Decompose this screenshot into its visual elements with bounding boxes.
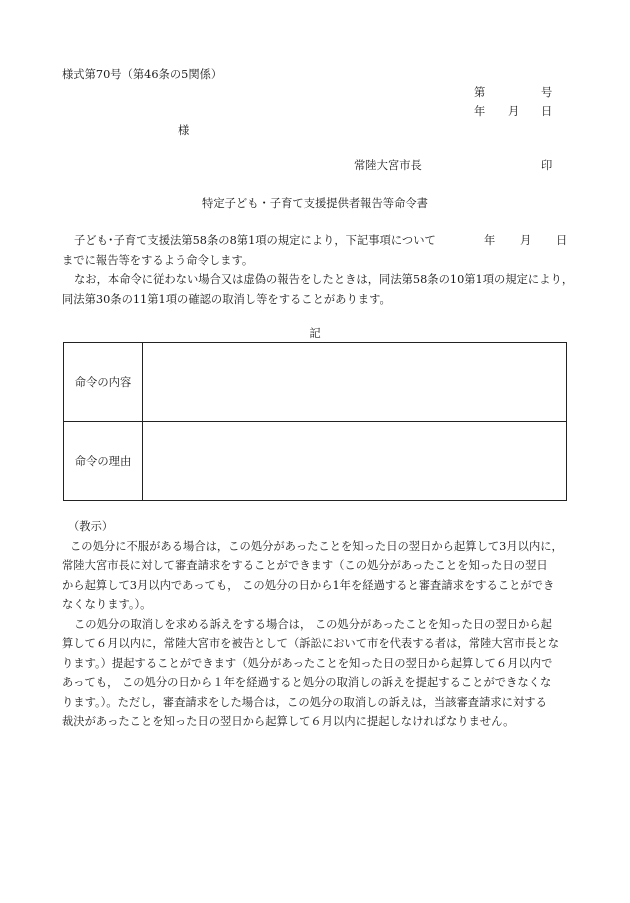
- order-reason-label: 命令の理由: [64, 422, 143, 501]
- notice-line: ります。）提起することができます（処分があったことを知った日の翌日から起算して６月以内で: [62, 656, 553, 670]
- order-reason-field: [143, 422, 567, 501]
- body-line: までに報告等をするよう命令します。: [62, 253, 254, 267]
- order-content-label: 命令の内容: [64, 343, 143, 422]
- notice-line: 算して６月以内に，常陸大宮市を被告として（訴訟において市を代表する者は，常陸大宮市長とな: [62, 637, 560, 650]
- date-year: 年: [474, 105, 486, 118]
- issuer-name: 常陸大宮市長: [354, 159, 422, 172]
- notice-line: から起算して3月以内であっても， この処分の日から1年を経過すると審査請求をすることができ: [62, 578, 555, 592]
- deadline-month: 月: [520, 234, 532, 247]
- table-row: [64, 422, 567, 501]
- seal-mark: 印: [541, 159, 553, 172]
- body-line: [62, 231, 568, 251]
- date-month: 月: [508, 105, 520, 118]
- notice-line: 常陸大宮市長に対して審査請求をすることができます（この処分があったことを知った日の翌日: [62, 559, 548, 572]
- notice-line: ります。）。ただし，審査請求をした場合は，この処分の取消しの訴えは，当該審査請求に対する: [62, 695, 547, 709]
- deadline-day: 日: [556, 234, 568, 247]
- notice-line: この処分の取消しを求める訴えをする場合は， この処分があったことを知った日の翌日から起: [74, 617, 552, 631]
- date-day: 日: [541, 105, 553, 118]
- notice-line: この処分に不服がある場合は，この処分があったことを知った日の翌日から起算して3月以内に，: [70, 539, 563, 553]
- order-table: [63, 342, 567, 501]
- order-content-field: [143, 343, 567, 422]
- deadline-year: 年: [484, 234, 496, 247]
- document-number-suffix: 号: [541, 86, 553, 99]
- notice-line: 裁決があったことを知った日の翌日から起算して６月以内に提起しなければなりません。: [62, 715, 515, 728]
- document-number-prefix: 第: [474, 86, 486, 99]
- body-line-text: 子ども･子育て支援法第58条の8第1項の規定により，下記事項について: [74, 234, 436, 247]
- document-title: 特定子ども・子育て支援提供者報告等命令書: [202, 197, 428, 210]
- notice-section: [62, 517, 568, 732]
- ki-heading: 記: [309, 327, 321, 340]
- notice-heading: （教示）: [68, 520, 114, 533]
- form-number: 様式第70号（第46条の5関係）: [62, 68, 223, 81]
- body-line: なお，本命令に従わない場合又は虚偽の報告をしたときは，同法第58条の10第1項の規定により，: [74, 273, 574, 286]
- body-line: 同法第30条の11第1項の確認の取消し等をすることがあります。: [62, 292, 391, 306]
- addressee-suffix: 様: [178, 124, 190, 137]
- notice-line: あっても， この処分の日から１年を経過すると処分の取消しの訴えを提起することができなくな: [62, 676, 552, 689]
- body-text: [62, 231, 574, 309]
- table-row: [64, 343, 567, 422]
- notice-line: なくなります。）。: [62, 598, 152, 611]
